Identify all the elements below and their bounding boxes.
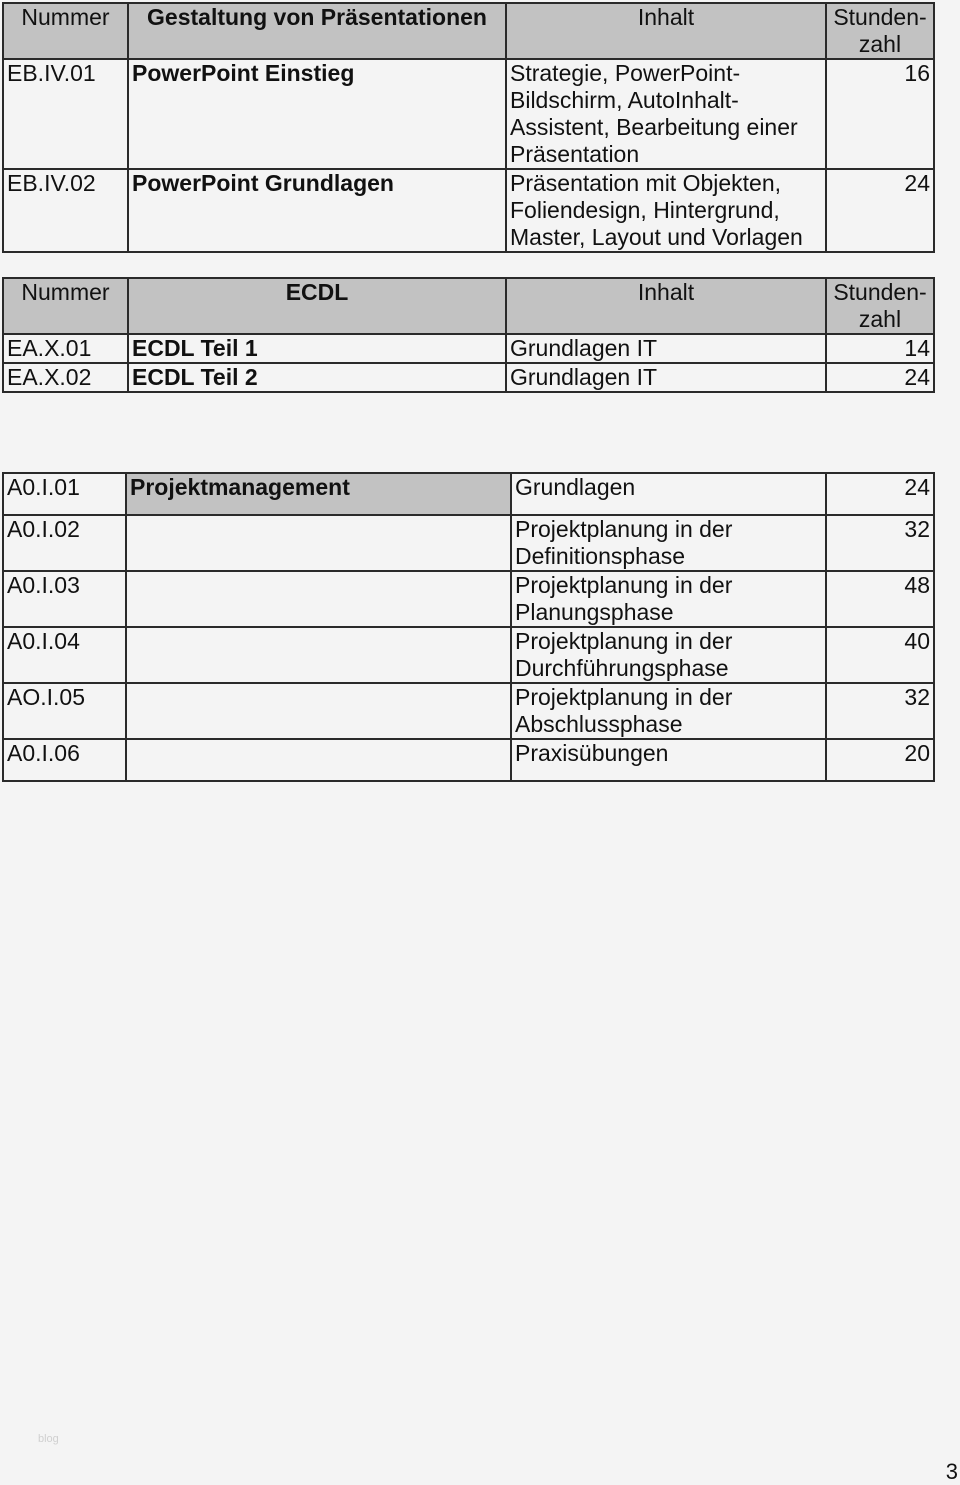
course-hours: 16 xyxy=(826,59,934,169)
course-hours: 24 xyxy=(826,363,934,392)
course-content: Praxisübungen xyxy=(511,739,826,781)
header-inhalt: Inhalt xyxy=(506,278,826,334)
course-number: A0.I.06 xyxy=(3,739,126,781)
course-hours: 20 xyxy=(826,739,934,781)
header-inhalt: Inhalt xyxy=(506,3,826,59)
table-row xyxy=(3,169,934,252)
course-title xyxy=(126,739,511,781)
course-hours: 24 xyxy=(826,473,934,515)
course-title: ECDL Teil 2 xyxy=(128,363,506,392)
course-title: PowerPoint Grundlagen xyxy=(128,169,506,252)
course-content: Strategie, PowerPoint- Bildschirm, AutoInhalt- Assistent, Bearbeitung einer Präsentation xyxy=(506,59,826,169)
course-number: A0.I.02 xyxy=(3,515,126,571)
header-nummer: Nummer xyxy=(3,3,128,59)
table-row xyxy=(3,739,934,781)
header-stundenzahl: Stunden- zahl xyxy=(826,3,934,59)
course-content: Grundlagen xyxy=(511,473,826,515)
course-number: A0.I.04 xyxy=(3,627,126,683)
course-content: Grundlagen IT xyxy=(506,363,826,392)
course-hours: 32 xyxy=(826,683,934,739)
course-title: Projektmanagement xyxy=(126,473,511,515)
course-table-ecdl xyxy=(2,277,935,393)
course-hours: 48 xyxy=(826,571,934,627)
table-row xyxy=(3,334,934,363)
course-hours: 14 xyxy=(826,334,934,363)
course-table-projektmanagement xyxy=(2,472,935,782)
course-title: PowerPoint Einstieg xyxy=(128,59,506,169)
course-number: EA.X.02 xyxy=(3,363,128,392)
course-number: A0.I.01 xyxy=(3,473,126,515)
course-content: Projektplanung in der Durchführungsphase xyxy=(511,627,826,683)
course-title: ECDL Teil 1 xyxy=(128,334,506,363)
watermark: blog xyxy=(38,1433,59,1445)
course-content: Projektplanung in der Abschlussphase xyxy=(511,683,826,739)
course-content: Grundlagen IT xyxy=(506,334,826,363)
course-title xyxy=(126,683,511,739)
header-stundenzahl: Stunden- zahl xyxy=(826,278,934,334)
course-number: EB.IV.01 xyxy=(3,59,128,169)
course-content: Präsentation mit Objekten, Foliendesign, Hintergrund, Master, Layout und Vorlagen xyxy=(506,169,826,252)
course-number: EB.IV.02 xyxy=(3,169,128,252)
table-row xyxy=(3,515,934,571)
table-row xyxy=(3,571,934,627)
course-hours: 40 xyxy=(826,627,934,683)
course-hours: 32 xyxy=(826,515,934,571)
course-title xyxy=(126,571,511,627)
table-row xyxy=(3,59,934,169)
course-table-praesentationen xyxy=(2,2,935,253)
table-row xyxy=(3,473,934,515)
course-number: A0.I.03 xyxy=(3,571,126,627)
header-section-title: ECDL xyxy=(128,278,506,334)
table-header-row xyxy=(3,278,934,334)
table-row xyxy=(3,627,934,683)
page-number: 3 xyxy=(945,1459,958,1484)
course-content: Projektplanung in der Definitionsphase xyxy=(511,515,826,571)
course-title xyxy=(126,515,511,571)
course-hours: 24 xyxy=(826,169,934,252)
header-nummer: Nummer xyxy=(3,278,128,334)
course-content: Projektplanung in der Planungsphase xyxy=(511,571,826,627)
course-title xyxy=(126,627,511,683)
table-row xyxy=(3,363,934,392)
header-section-title: Gestaltung von Präsentationen xyxy=(128,3,506,59)
table-row xyxy=(3,683,934,739)
course-number: AO.I.05 xyxy=(3,683,126,739)
table-header-row xyxy=(3,3,934,59)
course-number: EA.X.01 xyxy=(3,334,128,363)
